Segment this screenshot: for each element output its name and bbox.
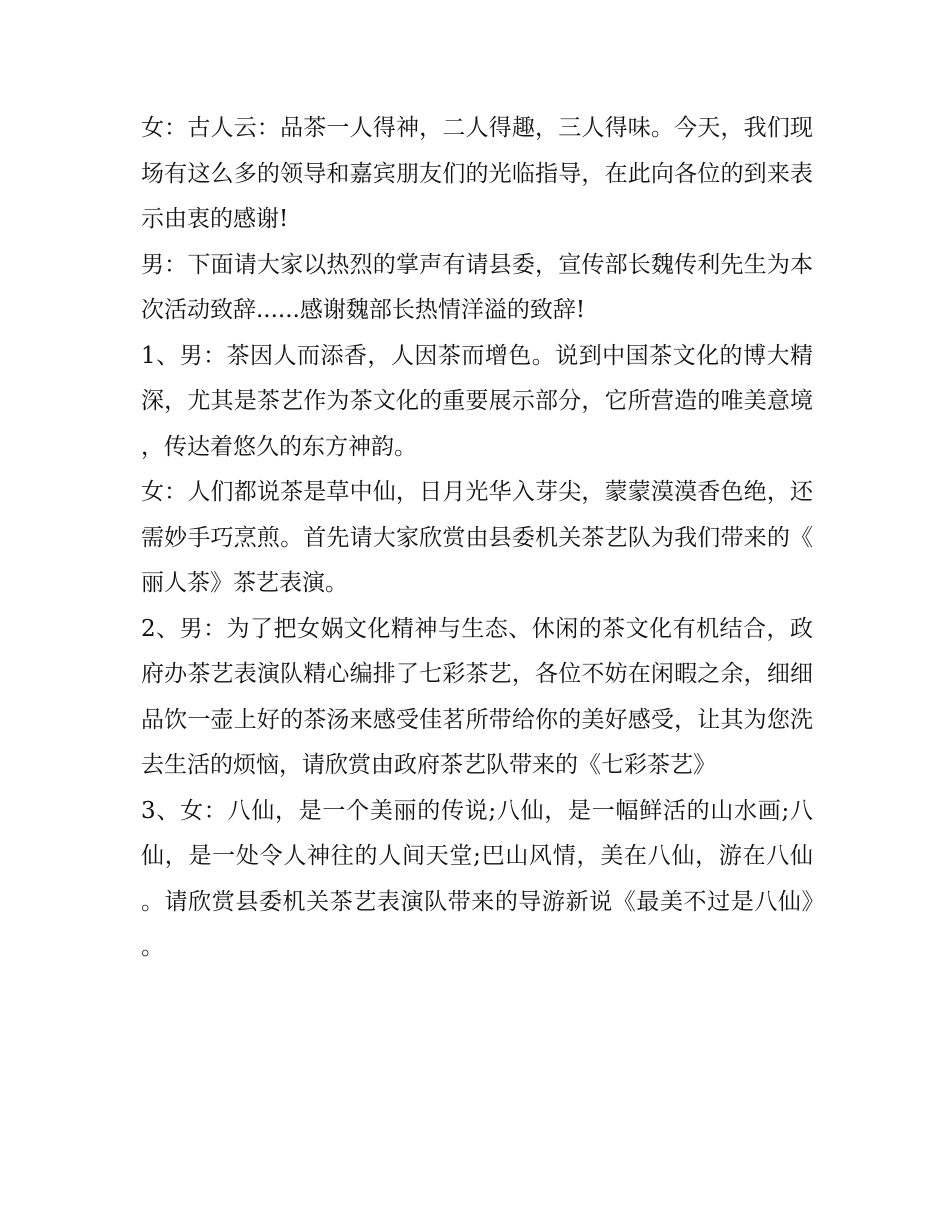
paragraph-opening-female: 女：古人云：品茶一人得神，二人得趣，三人得味。今天，我们现场有这么多的领导和嘉宾朋友们的光临指导，在此向各位的到来表示由衷的感谢! xyxy=(141,115,813,232)
paragraph-item-2-male: 2、男：为了把女娲文化精神与生态、休闲的茶文化有机结合，政府办茶艺表演队精心编排了七彩茶艺，各位不妨在闲暇之余，细细品饮一壶上好的茶汤来感受佳茗所带给你的美好感受，让其为您洗去生活的烦恼，请欣赏由政府茶艺队带来的《七彩茶艺》 xyxy=(141,615,813,778)
paragraph-item-1-male: 1、男：茶因人而添香，人因茶而增色。说到中国茶文化的博大精深，尤其是茶艺作为茶文化的重要展示部分，它所营造的唯美意境，传达着悠久的东方神韵。 xyxy=(141,342,813,460)
paragraph-item-1-female: 女：人们都说茶是草中仙，日月光华入芽尖，蒙蒙漠漠香色绝，还需妙手巧烹煎。首先请大家欣赏由县委机关茶艺队为我们带来的《丽人茶》茶艺表演。 xyxy=(141,479,813,596)
paragraph-item-3-female: 3、女：八仙，是一个美丽的传说;八仙，是一幅鲜活的山水画;八仙，是一处令人神往的人间天堂;巴山风情，美在八仙，游在八仙。请欣赏县委机关茶艺表演队带来的导游新说《最美不过是八仙》。 xyxy=(141,797,813,960)
paragraph-opening-male: 男：下面请大家以热烈的掌声有请县委，宣传部长魏传利先生为本次活动致辞......感谢魏部长热情洋溢的致辞! xyxy=(141,251,813,323)
document-body xyxy=(141,106,813,971)
